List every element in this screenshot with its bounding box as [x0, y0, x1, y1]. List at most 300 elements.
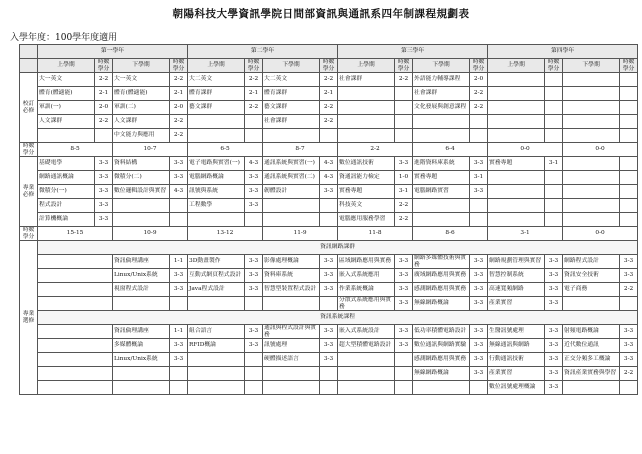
course-cell: 基礎電學: [38, 157, 95, 171]
credit-cell: [545, 185, 563, 199]
course-cell: [563, 297, 620, 311]
course-cell: 作業系統概論: [338, 283, 395, 297]
semester-upper-header: 上學期: [488, 59, 545, 73]
course-cell: 資訊倫理講座: [113, 325, 170, 339]
credit-cell: 3-3: [320, 185, 338, 199]
course-cell: 大二英文: [263, 73, 320, 87]
credit-cell: 3-3: [245, 185, 263, 199]
course-cell: [338, 101, 395, 115]
course-cell: 嵌入式系統應用: [338, 269, 395, 283]
credit-cell: 4-3: [245, 157, 263, 171]
credit-cell: [395, 129, 413, 143]
course-cell: 工程數學: [188, 199, 245, 213]
credit-cell: 3-3: [95, 171, 113, 185]
credit-cell: 3-3: [170, 171, 188, 185]
sum-label: 時數 學分: [20, 227, 38, 241]
credit-cell: 2-2: [395, 199, 413, 213]
course-cell: [338, 129, 395, 143]
course-cell: [413, 199, 470, 213]
credit-cell: 2-2: [95, 73, 113, 87]
course-cell: [563, 101, 620, 115]
course-cell: 網路通訊概論: [38, 171, 95, 185]
credit-cell: 1-0: [395, 171, 413, 185]
credit-cell: 3-3: [395, 269, 413, 283]
course-cell: 影像處理概論: [263, 255, 320, 269]
sum-value: 8-5: [38, 143, 113, 157]
course-cell: 組合語言: [188, 325, 245, 339]
year-header: 第二學年: [188, 45, 338, 59]
course-cell: 硬體描述語言: [263, 353, 320, 367]
credit-cell: 3-3: [95, 185, 113, 199]
course-cell: 電子商務: [563, 283, 620, 297]
credit-cell: 3-3: [320, 339, 338, 353]
credit-cell: 3-3: [395, 297, 413, 311]
course-cell: 視窗程式設計: [113, 283, 170, 297]
credit-cell: 3-3: [395, 283, 413, 297]
credit-cell: [320, 199, 338, 213]
sum-value: 11-8: [338, 227, 413, 241]
course-cell: 數位訊號處理概論: [488, 381, 545, 395]
credit-cell: 2-0: [170, 101, 188, 115]
course-cell: [488, 185, 545, 199]
credit-cell: 2-2: [95, 115, 113, 129]
credit-cell: 3-3: [95, 157, 113, 171]
semester-upper-header: 上學期: [188, 59, 245, 73]
credit-cell: [620, 73, 638, 87]
credit-hours-header: 時數 學分: [170, 59, 188, 73]
course-cell: 網路多媒體技術與實務: [413, 255, 470, 269]
credit-cell: [245, 213, 263, 227]
credit-cell: 3-3: [395, 325, 413, 339]
course-cell: [188, 381, 245, 395]
course-cell: [488, 199, 545, 213]
course-cell: [338, 87, 395, 101]
course-cell: [113, 367, 170, 381]
credit-cell: [170, 199, 188, 213]
sum-value: 2-2: [338, 143, 413, 157]
credit-cell: 3-3: [545, 381, 563, 395]
sum-row: [20, 143, 638, 157]
credit-cell: [620, 101, 638, 115]
header-row-semesters: [20, 59, 638, 73]
course-cell: 數位通訊與網路實驗: [413, 339, 470, 353]
credit-cell: 2-2: [245, 73, 263, 87]
course-cell: [338, 115, 395, 129]
course-cell: 資訊安全技術: [563, 269, 620, 283]
semester-lower-header: 下學期: [113, 59, 170, 73]
credit-cell: 3-3: [170, 339, 188, 353]
empty-cell: [38, 283, 113, 297]
credit-cell: [245, 115, 263, 129]
course-cell: [488, 213, 545, 227]
empty-cell: [38, 367, 113, 381]
empty-cell: [38, 297, 113, 311]
course-cell: 產業實習: [488, 297, 545, 311]
credit-cell: 3-3: [545, 255, 563, 269]
credit-cell: 3-3: [320, 283, 338, 297]
course-cell: [113, 213, 170, 227]
course-cell: 感測網路應用與實務: [413, 353, 470, 367]
course-cell: [488, 73, 545, 87]
credit-cell: [320, 129, 338, 143]
course-cell: 實務專題: [488, 157, 545, 171]
course-cell: [188, 115, 245, 129]
empty-cell: [38, 353, 113, 367]
course-cell: [263, 367, 320, 381]
credit-cell: 1-1: [170, 255, 188, 269]
credit-hours-header: 時數 學分: [95, 59, 113, 73]
row-group-label: 專業 必修: [20, 157, 38, 227]
credit-cell: [320, 297, 338, 311]
credit-cell: 3-3: [470, 255, 488, 269]
course-cell: 資料庫系統: [263, 269, 320, 283]
course-cell: 網路規劃管理與實習: [488, 255, 545, 269]
sum-label: 時數 學分: [20, 143, 38, 157]
course-cell: 社會課群: [338, 73, 395, 87]
credit-cell: [620, 185, 638, 199]
semester-lower-header: 下學期: [263, 59, 320, 73]
course-cell: 正交分頻多工概論: [563, 353, 620, 367]
credit-cell: 3-3: [545, 353, 563, 367]
credit-cell: 3-3: [245, 325, 263, 339]
credit-cell: 3-3: [545, 297, 563, 311]
course-cell: 分散式系統應用與實務: [338, 297, 395, 311]
course-cell: 微積分(二): [113, 171, 170, 185]
table-row: [20, 115, 638, 129]
table-row: [20, 129, 638, 143]
credit-cell: [245, 353, 263, 367]
credit-cell: [620, 87, 638, 101]
course-cell: [338, 367, 395, 381]
semester-upper-header: 上學期: [338, 59, 395, 73]
course-cell: [263, 297, 320, 311]
course-cell: 資訊倫理講座: [113, 255, 170, 269]
credit-cell: 2-2: [620, 367, 638, 381]
credit-cell: [470, 213, 488, 227]
course-cell: 通訊系統與實習(一): [263, 157, 320, 171]
course-cell: 進階資料庫系統: [413, 157, 470, 171]
course-cell: 韌體設計: [263, 185, 320, 199]
table-row: [20, 157, 638, 171]
credit-cell: [620, 171, 638, 185]
course-cell: 通訊系統與實習(二): [263, 171, 320, 185]
credit-cell: 3-3: [320, 255, 338, 269]
course-cell: 微積分(一): [38, 185, 95, 199]
credit-cell: 3-3: [470, 157, 488, 171]
course-cell: 軍訓(一): [38, 101, 95, 115]
semester-lower-header: 下學期: [563, 59, 620, 73]
course-cell: 體育(體適能): [38, 87, 95, 101]
elective-group-title: 資訊系統課程: [38, 311, 638, 325]
credit-cell: 2-2: [170, 115, 188, 129]
course-cell: [338, 353, 395, 367]
course-cell: 體育課群: [263, 87, 320, 101]
table-row: [20, 367, 638, 381]
course-cell: 資通訊能力檢定: [338, 171, 395, 185]
credit-cell: 2-2: [395, 213, 413, 227]
semester-lower-header: 下學期: [413, 59, 470, 73]
credit-cell: [545, 171, 563, 185]
course-cell: [563, 185, 620, 199]
course-cell: [413, 213, 470, 227]
course-cell: Linux/Unix系統: [113, 269, 170, 283]
course-cell: [563, 213, 620, 227]
course-cell: 大二英文: [188, 73, 245, 87]
course-cell: [113, 199, 170, 213]
course-cell: 外語能力輔導課程: [413, 73, 470, 87]
course-cell: 網路程式設計: [563, 255, 620, 269]
corner-cell: [20, 59, 38, 73]
course-cell: [413, 115, 470, 129]
page-title: 朝陽科技大學資訊學院日間部資訊與通訊系四年制課程規劃表: [172, 8, 470, 20]
credit-cell: 3-3: [620, 339, 638, 353]
course-cell: [488, 115, 545, 129]
credit-cell: [170, 367, 188, 381]
sum-value: 0-0: [563, 143, 638, 157]
empty-cell: [38, 339, 113, 353]
empty-cell: [38, 381, 113, 395]
course-cell: 射頻電路概論: [563, 325, 620, 339]
course-cell: 電腦應用服務學習: [338, 213, 395, 227]
credit-cell: 3-3: [470, 353, 488, 367]
table-row: [20, 73, 638, 87]
credit-cell: 3-3: [245, 255, 263, 269]
credit-cell: 3-3: [245, 171, 263, 185]
course-cell: [263, 381, 320, 395]
course-cell: 近代數位通訊: [563, 339, 620, 353]
course-cell: 體育課群: [188, 87, 245, 101]
credit-cell: 2-2: [245, 101, 263, 115]
credit-cell: [620, 129, 638, 143]
course-cell: 低功率積體電路設計: [413, 325, 470, 339]
course-cell: 電腦網路實習: [413, 185, 470, 199]
course-cell: [563, 157, 620, 171]
credit-cell: [245, 297, 263, 311]
corner-cell: [20, 45, 38, 59]
credit-cell: 3-3: [620, 269, 638, 283]
course-cell: 中文能力與應用: [113, 129, 170, 143]
course-cell: 多媒體概論: [113, 339, 170, 353]
sum-value: 8-6: [413, 227, 488, 241]
credit-cell: [395, 101, 413, 115]
elective-group-row: [20, 241, 638, 255]
credit-cell: [545, 129, 563, 143]
sum-value: 6-4: [413, 143, 488, 157]
credit-cell: 3-3: [470, 325, 488, 339]
course-cell: 智慧控制系統: [488, 269, 545, 283]
credit-cell: 3-3: [470, 269, 488, 283]
course-cell: 產業實習: [488, 367, 545, 381]
header-row-years: [20, 45, 638, 59]
credit-cell: 3-3: [470, 185, 488, 199]
credit-cell: [470, 115, 488, 129]
credit-cell: 3-3: [245, 283, 263, 297]
sum-value: 0-0: [563, 227, 638, 241]
course-cell: [563, 87, 620, 101]
row-group-label: 專業 選修: [20, 241, 38, 395]
credit-cell: [470, 129, 488, 143]
course-cell: 資料結構: [113, 157, 170, 171]
curriculum-table: [19, 44, 638, 395]
sum-value: 10-9: [113, 227, 188, 241]
credit-cell: 3-3: [170, 283, 188, 297]
credit-cell: [545, 115, 563, 129]
credit-cell: 1-1: [170, 325, 188, 339]
table-row: [20, 339, 638, 353]
course-cell: 3D動畫製作: [188, 255, 245, 269]
credit-cell: 4-3: [320, 157, 338, 171]
credit-cell: [95, 129, 113, 143]
course-cell: 人文課群: [113, 115, 170, 129]
course-cell: [563, 199, 620, 213]
course-cell: 科技英文: [338, 199, 395, 213]
credit-cell: 3-3: [620, 255, 638, 269]
credit-cell: [170, 297, 188, 311]
credit-cell: 2-1: [320, 87, 338, 101]
credit-cell: [545, 213, 563, 227]
credit-cell: 3-3: [170, 353, 188, 367]
credit-cell: 2-2: [320, 101, 338, 115]
credit-cell: 3-3: [95, 199, 113, 213]
credit-cell: 2-1: [170, 87, 188, 101]
course-cell: 區域網路應用與實務: [338, 255, 395, 269]
course-cell: [188, 367, 245, 381]
credit-cell: [545, 199, 563, 213]
credit-cell: [245, 129, 263, 143]
sum-value: 3-1: [488, 227, 563, 241]
course-cell: [563, 129, 620, 143]
sum-value: 11-9: [263, 227, 338, 241]
course-cell: 人文課群: [38, 115, 95, 129]
credit-cell: 2-2: [170, 129, 188, 143]
course-cell: 互動式網頁程式設計: [188, 269, 245, 283]
course-cell: [188, 213, 245, 227]
course-cell: 資訊產業實務與學習: [563, 367, 620, 381]
table-row: [20, 269, 638, 283]
course-cell: 實務專題: [338, 185, 395, 199]
course-cell: [263, 199, 320, 213]
course-cell: [263, 213, 320, 227]
credit-cell: 2-2: [620, 283, 638, 297]
credit-cell: 3-3: [395, 339, 413, 353]
credit-cell: 4-3: [320, 171, 338, 185]
course-cell: RFID概論: [188, 339, 245, 353]
course-cell: 大一英文: [113, 73, 170, 87]
credit-cell: [245, 367, 263, 381]
credit-cell: 2-2: [470, 87, 488, 101]
credit-cell: 2-2: [395, 73, 413, 87]
table-row: [20, 87, 638, 101]
table-row: [20, 353, 638, 367]
course-cell: [563, 115, 620, 129]
table-row: [20, 199, 638, 213]
course-cell: 通訊與程式設計與實務: [263, 325, 320, 339]
course-cell: 生醫訊號處理: [488, 325, 545, 339]
credit-cell: [395, 381, 413, 395]
credit-cell: 2-0: [470, 73, 488, 87]
credit-cell: 3-3: [470, 339, 488, 353]
credit-cell: 3-3: [470, 367, 488, 381]
table-row: [20, 171, 638, 185]
sum-value: 15-15: [38, 227, 113, 241]
course-cell: 廣域網路應用與實務: [413, 269, 470, 283]
credit-cell: 3-3: [545, 367, 563, 381]
credit-cell: 2-2: [170, 73, 188, 87]
credit-cell: [620, 157, 638, 171]
course-cell: [563, 381, 620, 395]
credit-cell: 3-3: [395, 157, 413, 171]
course-cell: [263, 129, 320, 143]
credit-cell: 2-2: [320, 73, 338, 87]
course-cell: 計算機概論: [38, 213, 95, 227]
elective-group-title: 資訊網路課群: [38, 241, 638, 255]
course-cell: 高速寬頻網路: [488, 283, 545, 297]
course-cell: [563, 171, 620, 185]
row-group-label: 校訂 必修: [20, 73, 38, 143]
credit-cell: [320, 381, 338, 395]
credit-cell: [545, 101, 563, 115]
credit-cell: [470, 381, 488, 395]
table-row: [20, 325, 638, 339]
credit-cell: 3-3: [170, 269, 188, 283]
credit-cell: [620, 297, 638, 311]
course-cell: 文化發展與創意課程: [413, 101, 470, 115]
credit-hours-header: 時數 學分: [320, 59, 338, 73]
credit-cell: 4-3: [170, 185, 188, 199]
credit-cell: 3-3: [620, 325, 638, 339]
credit-cell: 2-1: [95, 87, 113, 101]
course-cell: 大一英文: [38, 73, 95, 87]
table-row: [20, 213, 638, 227]
course-cell: Java程式設計: [188, 283, 245, 297]
credit-cell: 3-3: [245, 269, 263, 283]
course-cell: 嵌入式系統設計: [338, 325, 395, 339]
course-cell: 實務專題: [413, 171, 470, 185]
credit-cell: [395, 353, 413, 367]
course-cell: 超大型積體電路設計: [338, 339, 395, 353]
sum-value: 0-0: [488, 143, 563, 157]
course-cell: [488, 129, 545, 143]
course-cell: 智慧型裝置程式設計: [263, 283, 320, 297]
credit-cell: 3-3: [170, 157, 188, 171]
sum-value: 13-12: [188, 227, 263, 241]
credit-cell: 3-3: [470, 283, 488, 297]
credit-cell: [620, 115, 638, 129]
credit-cell: 2-1: [245, 87, 263, 101]
course-cell: [488, 171, 545, 185]
table-row: [20, 185, 638, 199]
course-cell: [488, 101, 545, 115]
course-cell: 電腦網路概論: [188, 171, 245, 185]
course-cell: 社會課群: [413, 87, 470, 101]
sum-value: 6-5: [188, 143, 263, 157]
credit-cell: 3-3: [545, 339, 563, 353]
credit-cell: 3-1: [545, 157, 563, 171]
credit-cell: [545, 73, 563, 87]
credit-cell: [245, 381, 263, 395]
course-cell: 無線網路概論: [413, 297, 470, 311]
credit-hours-header: 時數 學分: [395, 59, 413, 73]
course-cell: [338, 381, 395, 395]
course-cell: 數位通訊技術: [338, 157, 395, 171]
credit-cell: [395, 87, 413, 101]
credit-cell: [170, 213, 188, 227]
table-row: [20, 101, 638, 115]
elective-group-row: [20, 311, 638, 325]
year-header: 第三學年: [338, 45, 488, 59]
table-row: [20, 255, 638, 269]
course-cell: 軍訓(二): [113, 101, 170, 115]
